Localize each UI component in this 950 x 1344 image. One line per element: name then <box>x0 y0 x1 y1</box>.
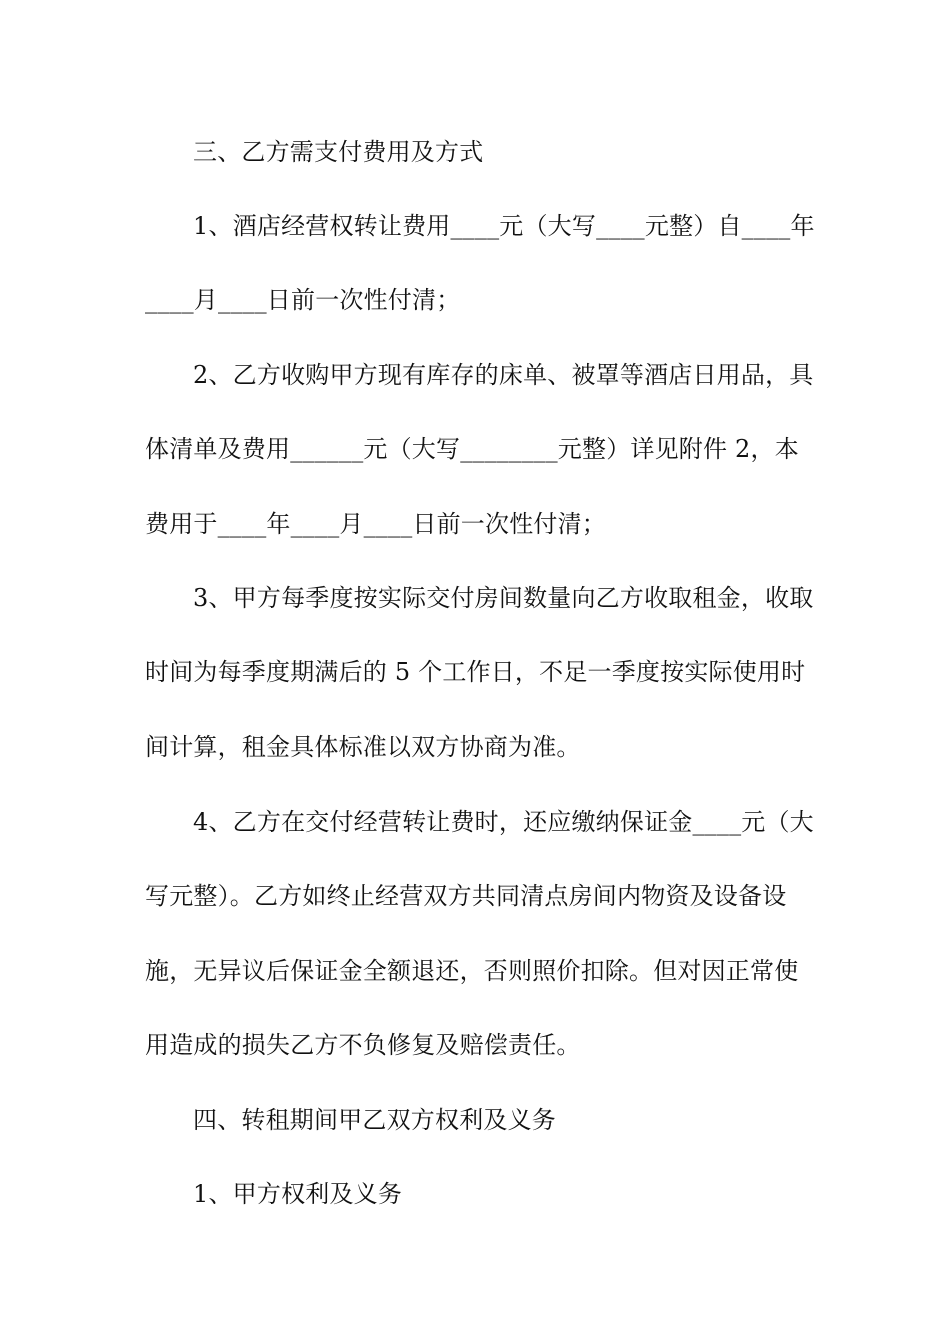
paragraph-line: 4、乙方在交付经营转让费时，还应缴纳保证金____元（大 <box>193 808 814 836</box>
paragraph-line: 间计算，租金具体标准以双方协商为准。 <box>145 733 581 761</box>
paragraph-line: 1、酒店经营权转让费用____元（大写____元整）自____年 <box>193 212 815 240</box>
paragraph-line: 用造成的损失乙方不负修复及赔偿责任。 <box>145 1031 581 1059</box>
paragraph-line: 写元整）。乙方如终止经营双方共同清点房间内物资及设备设 <box>145 882 787 910</box>
paragraph-line: 费用于____年____月____日前一次性付清； <box>145 510 606 538</box>
paragraph-line: 时间为每季度期满后的 5 个工作日，不足一季度按实际使用时 <box>145 658 806 686</box>
section-heading-3: 三、乙方需支付费用及方式 <box>193 138 484 166</box>
paragraph-line: ____月____日前一次性付清； <box>145 286 461 314</box>
paragraph-line: 施，无异议后保证金全额退还，否则照价扣除。但对因正常使 <box>145 957 799 985</box>
subsection-heading: 1、甲方权利及义务 <box>193 1180 403 1208</box>
section-heading-4: 四、转租期间甲乙双方权利及义务 <box>193 1106 556 1134</box>
paragraph-line: 体清单及费用______元（大写________元整）详见附件 2，本 <box>145 435 799 463</box>
paragraph-line: 3、甲方每季度按实际交付房间数量向乙方收取租金，收取 <box>193 584 814 612</box>
paragraph-line: 2、乙方收购甲方现有库存的床单、被罩等酒店日用品，具 <box>193 361 814 389</box>
